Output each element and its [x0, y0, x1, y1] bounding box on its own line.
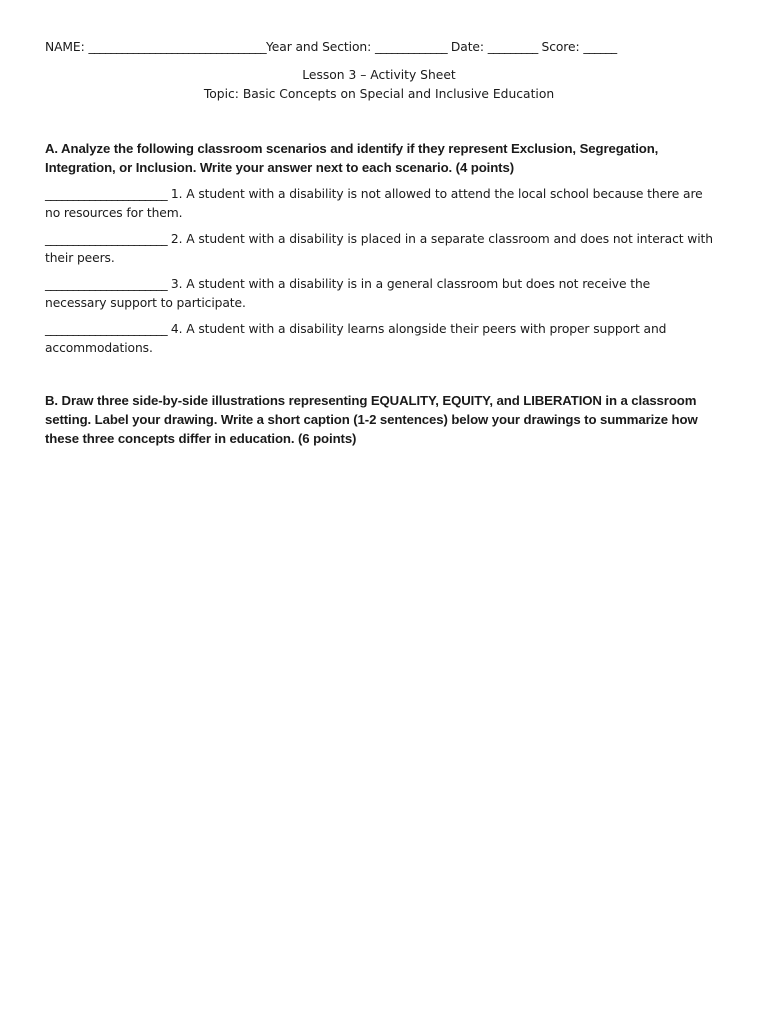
name-blank[interactable]: ________________________________: [88, 40, 267, 54]
scenario-text-4: 4. A student with a disability learns alongside their peers with proper support and accommodations.: [45, 322, 667, 355]
scenario-item-1: [45, 185, 713, 222]
year-section-blank[interactable]: _____________: [374, 40, 448, 54]
worksheet-content: [45, 38, 713, 448]
section-b-heading: B. Draw three side-by-side illustrations representing EQUALITY, EQUITY, and LIBERATION in a classroom setting. Label your drawing. Write a short caption (1-2 sentences) below your drawings to summarize how these three concepts differ in education. (6 points): [45, 393, 698, 446]
date-label: Date:: [450, 40, 484, 54]
scenario-item-2: [45, 230, 713, 267]
section-a-heading: A. Analyze the following classroom scenarios and identify if they represent Exclusion, Segregation, Integration, or Inclusion. Write your answer next to each scenario. (4 points): [45, 141, 659, 175]
scenario-item-3: [45, 275, 713, 312]
scenario-text-2: 2. A student with a disability is placed in a separate classroom and does not interact with their peers.: [45, 232, 713, 265]
year-section-label: Year and Section:: [266, 40, 372, 54]
answer-blank-3[interactable]: ______________________: [45, 277, 168, 291]
topic-title: Topic: Basic Concepts on Special and Inclusive Education: [203, 86, 555, 101]
name-label: NAME:: [45, 40, 85, 54]
answer-blank-1[interactable]: ______________________: [45, 187, 168, 201]
answer-blank-2[interactable]: ______________________: [45, 232, 168, 246]
scenario-item-4: [45, 320, 713, 357]
scenario-text-1: 1. A student with a disability is not allowed to attend the local school because there are no resources for them.: [45, 187, 703, 220]
title-block: [45, 66, 713, 103]
answer-blank-4[interactable]: ______________________: [45, 322, 168, 336]
score-label: Score:: [541, 40, 580, 54]
score-blank[interactable]: ______: [583, 40, 617, 54]
date-blank[interactable]: _________: [487, 40, 538, 54]
student-info-line: [45, 38, 713, 56]
scenario-text-3: 3. A student with a disability is in a general classroom but does not receive the necessary support to participate.: [45, 277, 651, 310]
lesson-title: Lesson 3 – Activity Sheet: [302, 68, 456, 82]
